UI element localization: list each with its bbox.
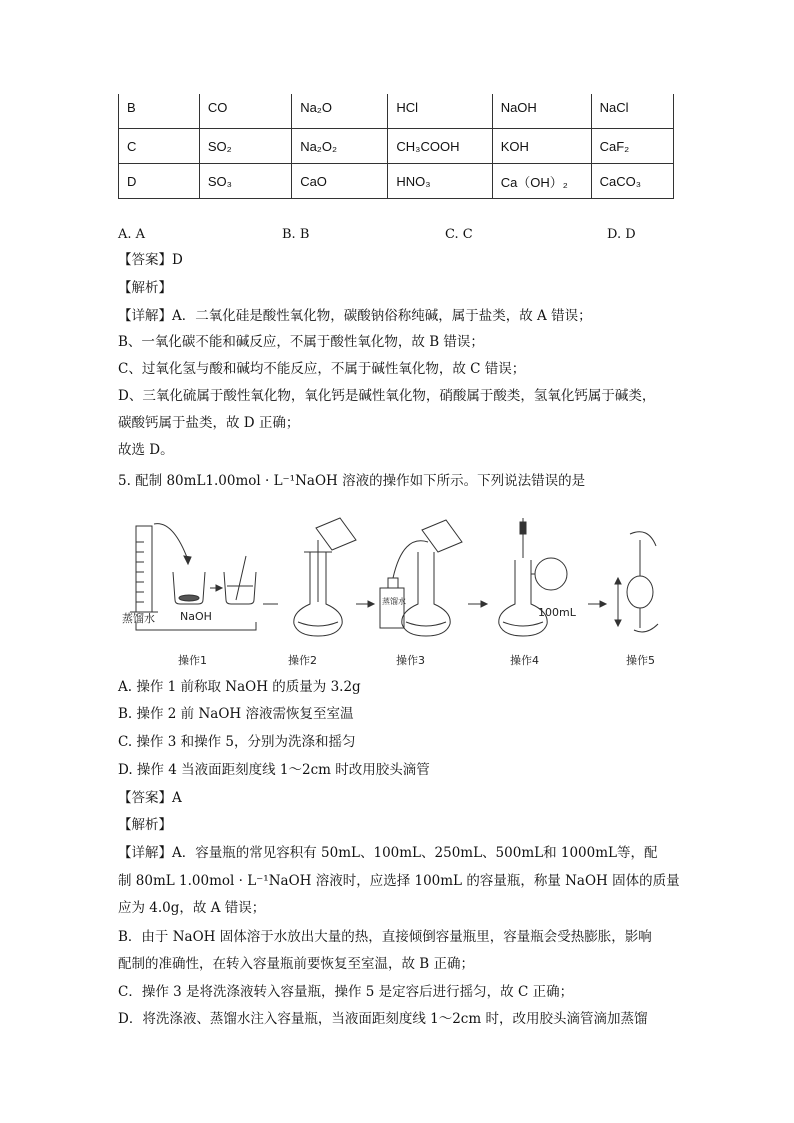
naoh-label: NaOH xyxy=(180,610,212,623)
q5-detail-4: B．由于 NaOH 固体溶于水放出大量的热，直接倾倒容量瓶里，容量瓶会受热膨胀，影响 xyxy=(118,929,652,945)
q4-choice-d[interactable]: D. D xyxy=(607,227,636,242)
table-cell: CaF₂ xyxy=(591,129,673,164)
table-cell: NaOH xyxy=(492,94,591,129)
q5-detail-7: D．将洗涤液、蒸馏水注入容量瓶，当液面距刻度线 1～2cm 时，改用胶头滴管滴加蒸馏 xyxy=(118,1011,648,1027)
table-cell: Na₂O xyxy=(292,94,388,129)
q5-option-a[interactable]: A. 操作 1 前称取 NaOH 的质量为 3.2g xyxy=(118,679,361,695)
table-cell: NaCl xyxy=(591,94,673,129)
table-row xyxy=(119,129,674,164)
op1-label: 操作1 xyxy=(178,654,207,667)
q4-detail-4: D、三氧化硫属于酸性氧化物，氧化钙是碱性氧化物，硝酸属于酸类，氢氧化钙属于碱类， xyxy=(118,388,656,404)
q4-choice-c[interactable]: C. C xyxy=(445,227,473,242)
table-cell: SO₂ xyxy=(199,129,291,164)
q4-detail-6: 故选 D。 xyxy=(118,442,174,458)
table-cell: D xyxy=(119,164,200,199)
table-cell: KOH xyxy=(492,129,591,164)
pour-beaker-icon xyxy=(316,518,356,550)
op5-label: 操作5 xyxy=(626,654,655,667)
table-cell: CH₃COOH xyxy=(388,129,492,164)
q5-stem: 5. 配制 80mL1.00mol · L⁻¹NaOH 溶液的操作如下所示。下列说法错误的是 xyxy=(118,473,586,489)
table-cell: CaCO₃ xyxy=(591,164,673,199)
dropper-icon xyxy=(520,518,526,558)
q5-detail-6: C．操作 3 是将洗涤液转入容量瓶，操作 5 是定容后进行摇匀，故 C 正确； xyxy=(118,984,574,1000)
table-row xyxy=(119,94,674,129)
q4-detail-2: B、一氧化碳不能和碱反应，不属于酸性氧化物，故 B 错误； xyxy=(118,334,484,350)
table-cell: Ca（OH）₂ xyxy=(492,164,591,199)
magnifier-icon xyxy=(535,558,567,590)
table-cell: CaO xyxy=(292,164,388,199)
volume-label: 100mL xyxy=(538,606,576,619)
q5-option-c[interactable]: C. 操作 3 和操作 5，分别为洗涤和摇匀 xyxy=(118,734,356,750)
q4-detail-1: 【详解】A．二氧化硅是酸性氧化物，碳酸钠俗称纯碱，属于盐类，故 A 错误； xyxy=(118,308,592,324)
q4-analysis-label: 【解析】 xyxy=(118,280,172,296)
shake-flask-icon xyxy=(627,532,658,632)
q5-option-d[interactable]: D. 操作 4 当液面距刻度线 1～2cm 时改用胶头滴管 xyxy=(118,762,430,778)
operations-figure xyxy=(118,512,688,672)
q5-detail-5: 配制的准确性，在转入容量瓶前要恢复至室温，故 B 正确； xyxy=(118,956,475,972)
q5-answer: 【答案】A xyxy=(118,790,182,806)
table-cell: Na₂O₂ xyxy=(292,129,388,164)
q5-detail-1: 【详解】A．容量瓶的常见容积有 50mL、100mL、250mL、500mL和 1000mL等，配 xyxy=(118,845,658,861)
table-cell: HNO₃ xyxy=(388,164,492,199)
table-cell: SO₃ xyxy=(199,164,291,199)
table-cell: B xyxy=(119,94,200,129)
bottle-label: 蒸馏水 xyxy=(382,597,406,606)
graduated-cylinder-icon xyxy=(130,526,158,612)
q4-choice-b[interactable]: B. B xyxy=(282,227,310,242)
beaker-naoh-icon xyxy=(173,572,205,604)
water-label: 蒸馏水 xyxy=(122,612,155,625)
pour-arrow-icon xyxy=(154,524,188,560)
q4-answer: 【答案】D xyxy=(118,252,183,268)
op3-label: 操作3 xyxy=(396,654,425,667)
table-cell: C xyxy=(119,129,200,164)
q5-detail-3: 应为 4.0g，故 A 错误； xyxy=(118,900,266,916)
beaker-stirring-icon xyxy=(224,556,256,604)
q4-choice-a[interactable]: A. A xyxy=(118,227,146,242)
op4-label: 操作4 xyxy=(510,654,539,667)
volumetric-flask-icon xyxy=(402,552,450,636)
table-cell: CO xyxy=(199,94,291,129)
q5-detail-2: 制 80mL 1.00mol · L⁻¹NaOH 溶液时，应选择 100mL 的容量瓶，称量 NaOH 固体的质量 xyxy=(118,873,680,889)
q4-detail-3: C、过氧化氢与酸和碱均不能反应，不属于碱性氧化物，故 C 错误； xyxy=(118,361,526,377)
q5-option-b[interactable]: B. 操作 2 前 NaOH 溶液需恢复至室温 xyxy=(118,706,354,722)
table-row xyxy=(119,164,674,199)
q5-analysis-label: 【解析】 xyxy=(118,817,172,833)
table-cell: HCl xyxy=(388,94,492,129)
options-table xyxy=(118,94,674,199)
q4-detail-5: 碳酸钙属于盐类，故 D 正确； xyxy=(118,415,300,431)
op2-label: 操作2 xyxy=(288,654,317,667)
volumetric-flask-icon xyxy=(499,560,547,636)
